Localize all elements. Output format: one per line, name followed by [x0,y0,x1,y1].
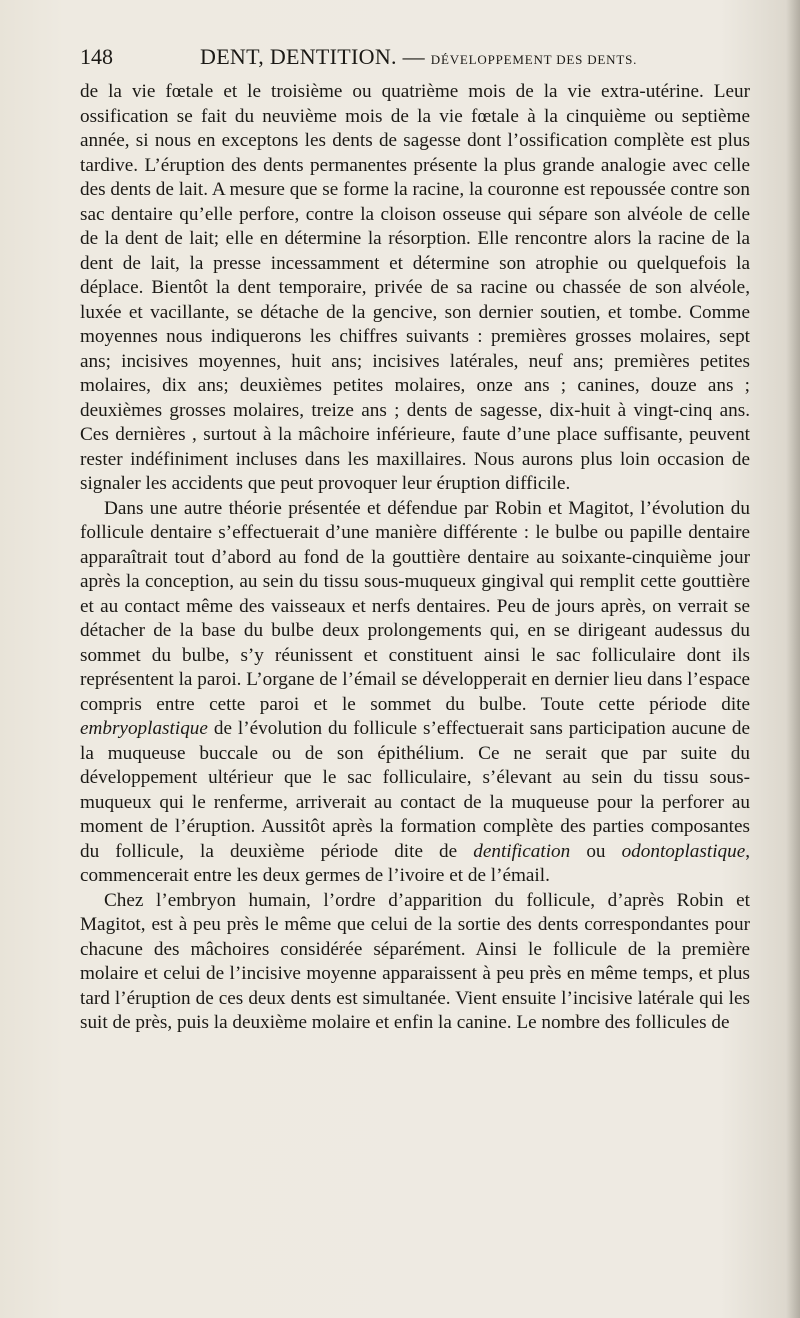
text-run: , commencerait entre les deux germes de l’ivoire et de l’émail. [80,840,751,886]
header-subtitle: DÉVELOPPEMENT DES DENTS. [430,52,638,67]
header-title: DENT, DENTITION. [200,44,397,69]
running-title [200,44,637,70]
text-run: de l’évolution du follicule s’effectuerait sans participation aucune de la muqueuse buccale ou de son épithélium. Ce ne serait que par suite du développement ultérieur que le sac folliculaire, s’élevant au sein du tissu sous-muqueux qui le renferme, arriverait au contact de la muqueuse pour la perforer au moment de l’éruption. Aussitôt après la formation complète des parties composantes du follicule, la deuxième période dite de [80,718,751,862]
page-edge-shadow [786,0,800,1318]
paragraph-follicle-order: Chez l’embryon humain, l’ordre d’apparition du follicule, d’après Robin et Magitot, est à peu près le même que celui de la sortie des dents correspondantes pour chacune des mâchoires considérée séparément. Ainsi le follicule de la première molaire et celui de l’incisive moyenne apparaissent à peu près en même temps, et plus tard l’éruption de ces deux dents est simultanée. Vient ensuite l’incisive latérale qui les suit de près, puis la deuxième molaire et enfin la canine. Le nombre des follicules de [80,889,750,1033]
body-text [80,80,750,1036]
paragraph-robin-magitot-theory [80,497,750,889]
italic-term-dentification: dentification [473,840,571,862]
text-run: ou [586,840,606,862]
text-run: Dans une autre théorie présentée et défendue par Robin et Magitot, l’évolution du follicule dentaire s’effectuerait d’une manière différente : le bulbe ou papille dentaire apparaîtrait tout d’abord au fond de la gouttière dentaire au soixante-cinquième jour après la conception, au sein du tissu sous-muqueux gingival qui remplit cette gouttière et au contact même des vaisseaux et nerfs dentaires. Peu de jours après, on verrait se détacher de la base du bulbe deux prolongements qui, en se dirigeant audessus du sommet du bulbe, s’y réunissent et constituent ainsi le sac folliculaire dont ils représentent la paroi. L’organe de l’émail se développerait en dernier lieu dans l’espace compris entre cette paroi et le sommet du bulbe. Toute cette période dite [80,497,750,715]
paragraph-continuation: de la vie fœtale et le troisième ou quatrième mois de la vie extra-utérine. Leur ossification se fait du neuvième mois de la vie fœtale à la cinquième ou septième année, si nous en exceptons les dents de sagesse dont l’ossification complète est plus tardive. L’éruption des dents permanentes présente la plus grande analogie avec celle des dents de lait. A mesure que se forme la racine, la couronne est repoussée contre son sac dentaire qu’elle perfore, contre la cloison osseuse qui sépare son alvéole de celle de la dent de lait; elle en détermine la résorption. Elle rencontre alors la racine de la dent de lait, la presse incessamment et détermine son atrophie ou quelquefois la déplace. Bientôt la dent temporaire, privée de sa racine ou chassée de son alvéole, luxée et vacillante, se détache de la gencive, son dernier soutien, et tombe. Comme moyennes nous indiquerons les chiffres suivants : premières grosses molaires, sept ans; incisives moyennes, huit ans; incisives latérales, neuf ans; premières petites molaires, dix ans; deuxièmes petites molaires, onze ans ; canines, douze ans ; deuxièmes grosses molaires, treize ans ; dents de sagesse, dix-huit à vingt-cinq ans. Ces dernières , surtout à la mâchoire inférieure, faute d’une place suffisante, peuvent rester indéfiniment incluses dans les maxillaires. Nous aurons plus loin occasion de signaler les accidents que peut provoquer leur éruption difficile. [80,81,750,494]
header-dash: — [402,44,425,69]
italic-term-embryoplastique: embryoplastique [80,718,208,739]
page-number: 148 [80,44,113,69]
italic-term-odontoplastique: odontoplastique [621,840,746,862]
running-header [80,44,750,74]
